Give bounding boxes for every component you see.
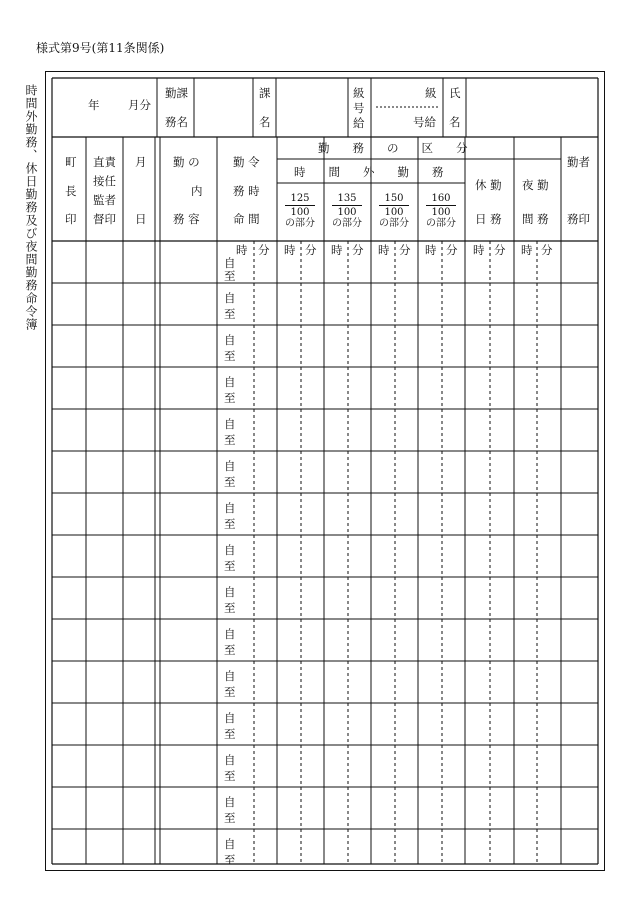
- to-label: 至: [224, 853, 236, 867]
- name-label-top: 氏: [449, 86, 461, 100]
- from-label: 自: [224, 375, 236, 389]
- hour-label: 時: [284, 243, 296, 257]
- from-label: 自: [224, 333, 236, 347]
- workplace-label-bottom: 務名: [165, 115, 188, 129]
- minute-label: 分: [399, 243, 411, 257]
- year-label: 年: [88, 98, 100, 112]
- night-label-1: 夜 勤: [522, 178, 549, 192]
- supervisor-seal-2: 接任: [93, 174, 116, 188]
- minute-label: 分: [258, 243, 270, 257]
- minute-label: 分: [541, 243, 553, 257]
- from-label: 自: [224, 585, 236, 599]
- work-content-1: 勤 の: [173, 155, 200, 169]
- minute-label: 分: [352, 243, 364, 257]
- work-content-2: 内: [191, 184, 203, 198]
- to-label: 至: [224, 727, 236, 741]
- to-label: 至: [224, 349, 236, 363]
- rate-160: 160 100 の部分: [426, 193, 456, 229]
- from-label: 自: [224, 459, 236, 473]
- month-portion-label: 月分: [128, 98, 151, 112]
- from-label: 自: [224, 795, 236, 809]
- month-label: 月: [135, 155, 147, 169]
- grade-label-3: 給: [353, 116, 365, 130]
- supervisor-seal-3: 監者: [93, 193, 116, 207]
- order-time-2: 務 時: [233, 184, 260, 198]
- from-label: 自: [224, 711, 236, 725]
- day-label: 日: [135, 212, 147, 226]
- supervisor-seal-1: 直責: [93, 155, 116, 169]
- supervisor-seal-4: 督印: [93, 212, 116, 226]
- form-number-label: 様式第9号(第11条関係): [36, 41, 165, 55]
- night-label-2: 間 務: [522, 212, 549, 226]
- from-label: 自: [224, 753, 236, 767]
- order-time-1: 勤 令: [233, 155, 260, 169]
- hour-label: 時: [473, 243, 485, 257]
- overtime-title: 時 間 外 勤 務: [294, 165, 444, 179]
- work-content-3: 務 容: [173, 212, 200, 226]
- order-time-3: 命 間: [233, 212, 260, 226]
- minute-label: 分: [494, 243, 506, 257]
- holiday-label-1: 休 勤: [475, 178, 502, 192]
- minute-label: 分: [305, 243, 317, 257]
- to-label: 至: [224, 391, 236, 405]
- grade-field-bottom: 号給: [413, 115, 436, 129]
- rate-135: 135 100 の部分: [332, 193, 362, 229]
- rate-125: 125 100 の部分: [285, 193, 315, 229]
- workplace-label-top: 勤課: [165, 86, 188, 100]
- hour-label: 時: [378, 243, 390, 257]
- mayor-seal-1: 町: [65, 155, 77, 169]
- from-label: 自: [224, 501, 236, 515]
- to-label: 至: [224, 559, 236, 573]
- worker-seal-2: 務印: [567, 212, 590, 226]
- form-title: 時間外勤務、休日勤務及び夜間勤務命令簿: [24, 84, 38, 331]
- section-label-bottom: 名: [259, 115, 271, 129]
- to-label: 至: [224, 811, 236, 825]
- from-label: 自: [224, 543, 236, 557]
- mayor-seal-3: 印: [65, 212, 77, 226]
- grade-label-1: 級: [353, 86, 365, 100]
- section-label-top: 課: [259, 86, 271, 100]
- hour-label: 時: [521, 243, 533, 257]
- worker-seal-1: 勤者: [567, 155, 590, 169]
- hour-label: 時: [236, 243, 248, 257]
- mayor-seal-2: 長: [65, 184, 77, 198]
- to-label: 至: [224, 685, 236, 699]
- to-label: 至: [224, 601, 236, 615]
- hour-label: 時: [425, 243, 437, 257]
- to-label: 至: [224, 769, 236, 783]
- from-label: 自: [224, 256, 236, 270]
- category-title: 勤 務 の 区 分: [318, 141, 468, 155]
- to-label: 至: [224, 269, 236, 283]
- grade-label-2: 号: [353, 101, 365, 115]
- from-label: 自: [224, 291, 236, 305]
- rate-150: 150 100 の部分: [379, 193, 409, 229]
- holiday-label-2: 日 務: [475, 212, 502, 226]
- to-label: 至: [224, 433, 236, 447]
- minute-label: 分: [446, 243, 458, 257]
- name-label-bottom: 名: [449, 115, 461, 129]
- hour-label: 時: [331, 243, 343, 257]
- from-label: 自: [224, 417, 236, 431]
- from-label: 自: [224, 837, 236, 851]
- to-label: 至: [224, 307, 236, 321]
- to-label: 至: [224, 517, 236, 531]
- grade-field-top: 級: [425, 86, 437, 100]
- to-label: 至: [224, 475, 236, 489]
- from-label: 自: [224, 627, 236, 641]
- to-label: 至: [224, 643, 236, 657]
- from-label: 自: [224, 669, 236, 683]
